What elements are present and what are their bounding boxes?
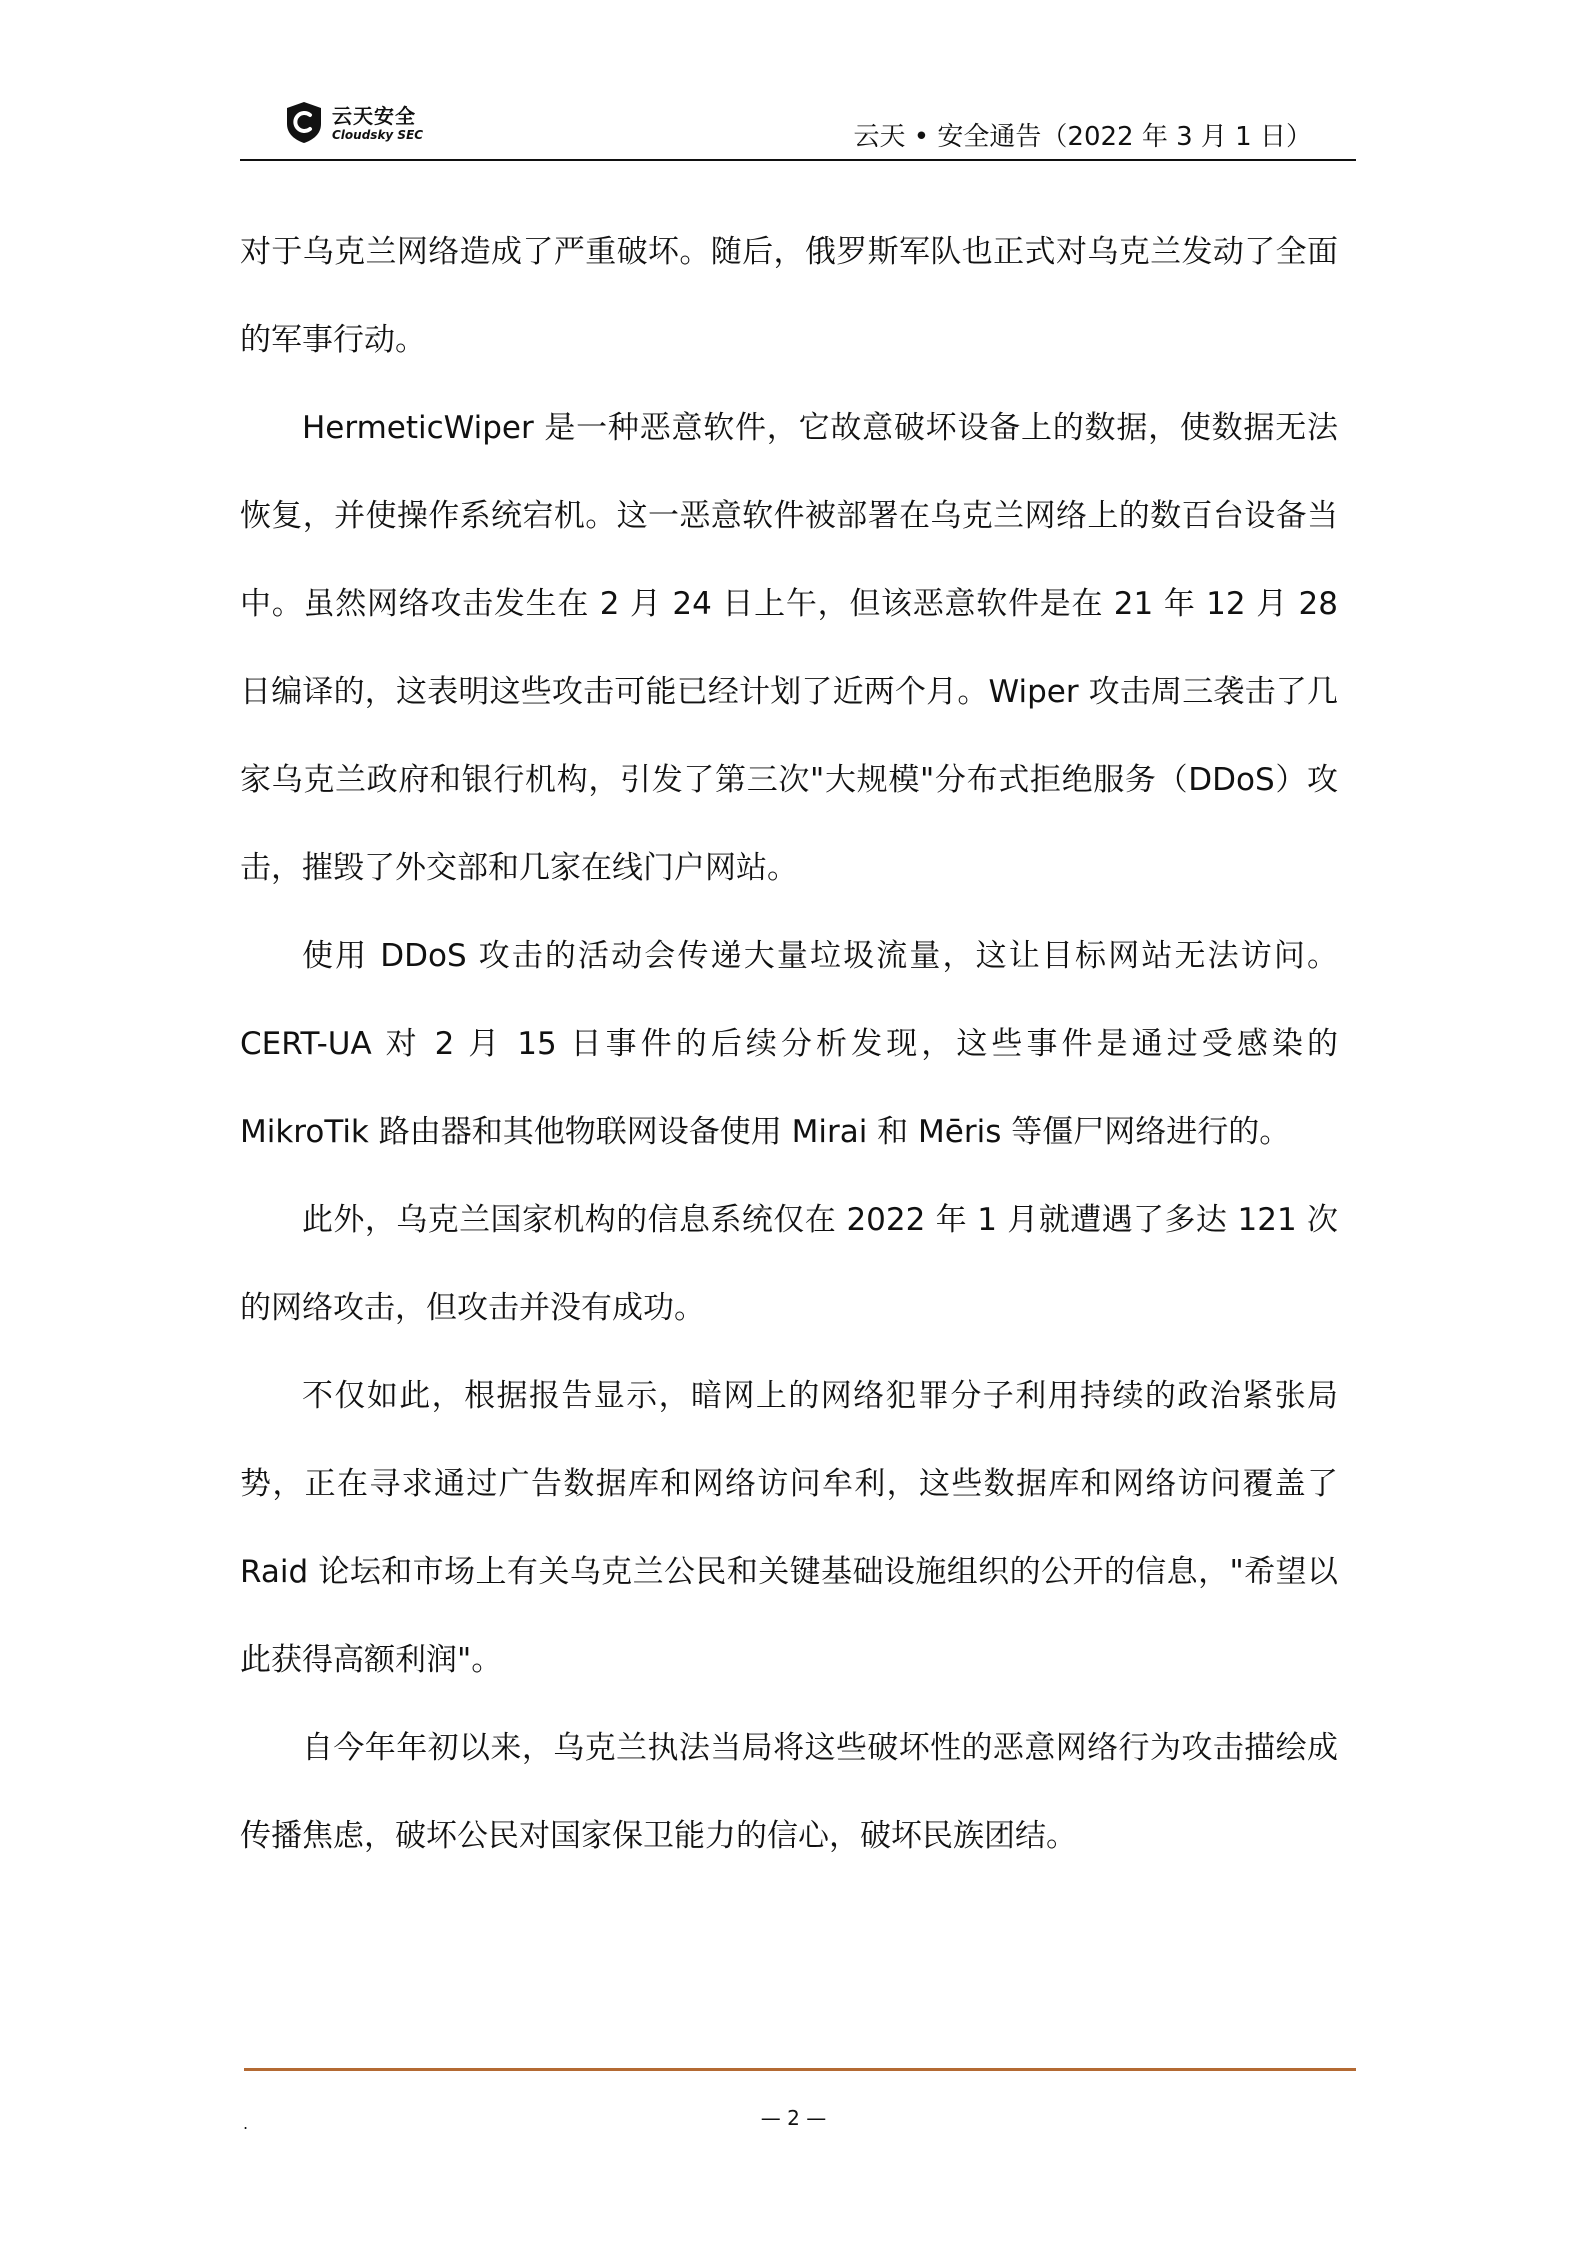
paragraph: 自今年年初以来，乌克兰执法当局将这些破坏性的恶意网络行为攻击描绘成传播焦虑，破坏公民对国家保卫能力的信心，破坏民族团结。 xyxy=(240,1730,1338,1854)
cloudsky-shield-logo-icon xyxy=(284,100,324,144)
footer-divider xyxy=(244,2068,1356,2071)
header-divider xyxy=(240,159,1356,161)
logo-english-text: Cloudsky SEC xyxy=(332,128,424,142)
paragraph: 此外，乌克兰国家机构的信息系统仅在 2022 年 1 月就遭遇了多达 121 次的网络攻击，但攻击并没有成功。 xyxy=(240,1202,1338,1326)
page-header xyxy=(240,92,1356,160)
document-body xyxy=(240,208,1338,1880)
bulletin-title: 云天 • 安全通告（2022 年 3 月 1 日） xyxy=(853,122,1312,152)
cloudsky-logo xyxy=(284,100,454,150)
paragraph: 对于乌克兰网络造成了严重破坏。随后，俄罗斯军队也正式对乌克兰发动了全面的军事行动。 xyxy=(240,234,1338,358)
paragraph: 不仅如此，根据报告显示，暗网上的网络犯罪分子利用持续的政治紧张局势，正在寻求通过广告数据库和网络访问牟利，这些数据库和网络访问覆盖了 Raid 论坛和市场上有关乌克兰公民和关键基础设施组织的公开的信息，"希望以此获得高额利润"。 xyxy=(240,1378,1338,1678)
logo-chinese-text: 云天安全 xyxy=(332,104,416,128)
footer-dot: . xyxy=(243,2114,249,2133)
page-number: — 2 — xyxy=(760,2106,827,2130)
paragraph: 使用 DDoS 攻击的活动会传递大量垃圾流量，这让目标网站无法访问。CERT-UA 对 2 月 15 日事件的后续分析发现，这些事件是通过受感染的 MikroTik 路由器和其他物联网设备使用 Mirai 和 Mēris 等僵尸网络进行的。 xyxy=(240,938,1338,1150)
paragraph: HermeticWiper 是一种恶意软件，它故意破坏设备上的数据，使数据无法恢复，并使操作系统宕机。这一恶意软件被部署在乌克兰网络上的数百台设备当中。虽然网络攻击发生在 2 月 24 日上午，但该恶意软件是在 21 年 12 月 28 日编译的，这表明这些攻击可能已经计划了近两个月。Wiper 攻击周三袭击了几家乌克兰政府和银行机构，引发了第三次"大规模"分布式拒绝服务（DDoS）攻击，摧毁了外交部和几家在线门户网站。 xyxy=(240,410,1338,886)
